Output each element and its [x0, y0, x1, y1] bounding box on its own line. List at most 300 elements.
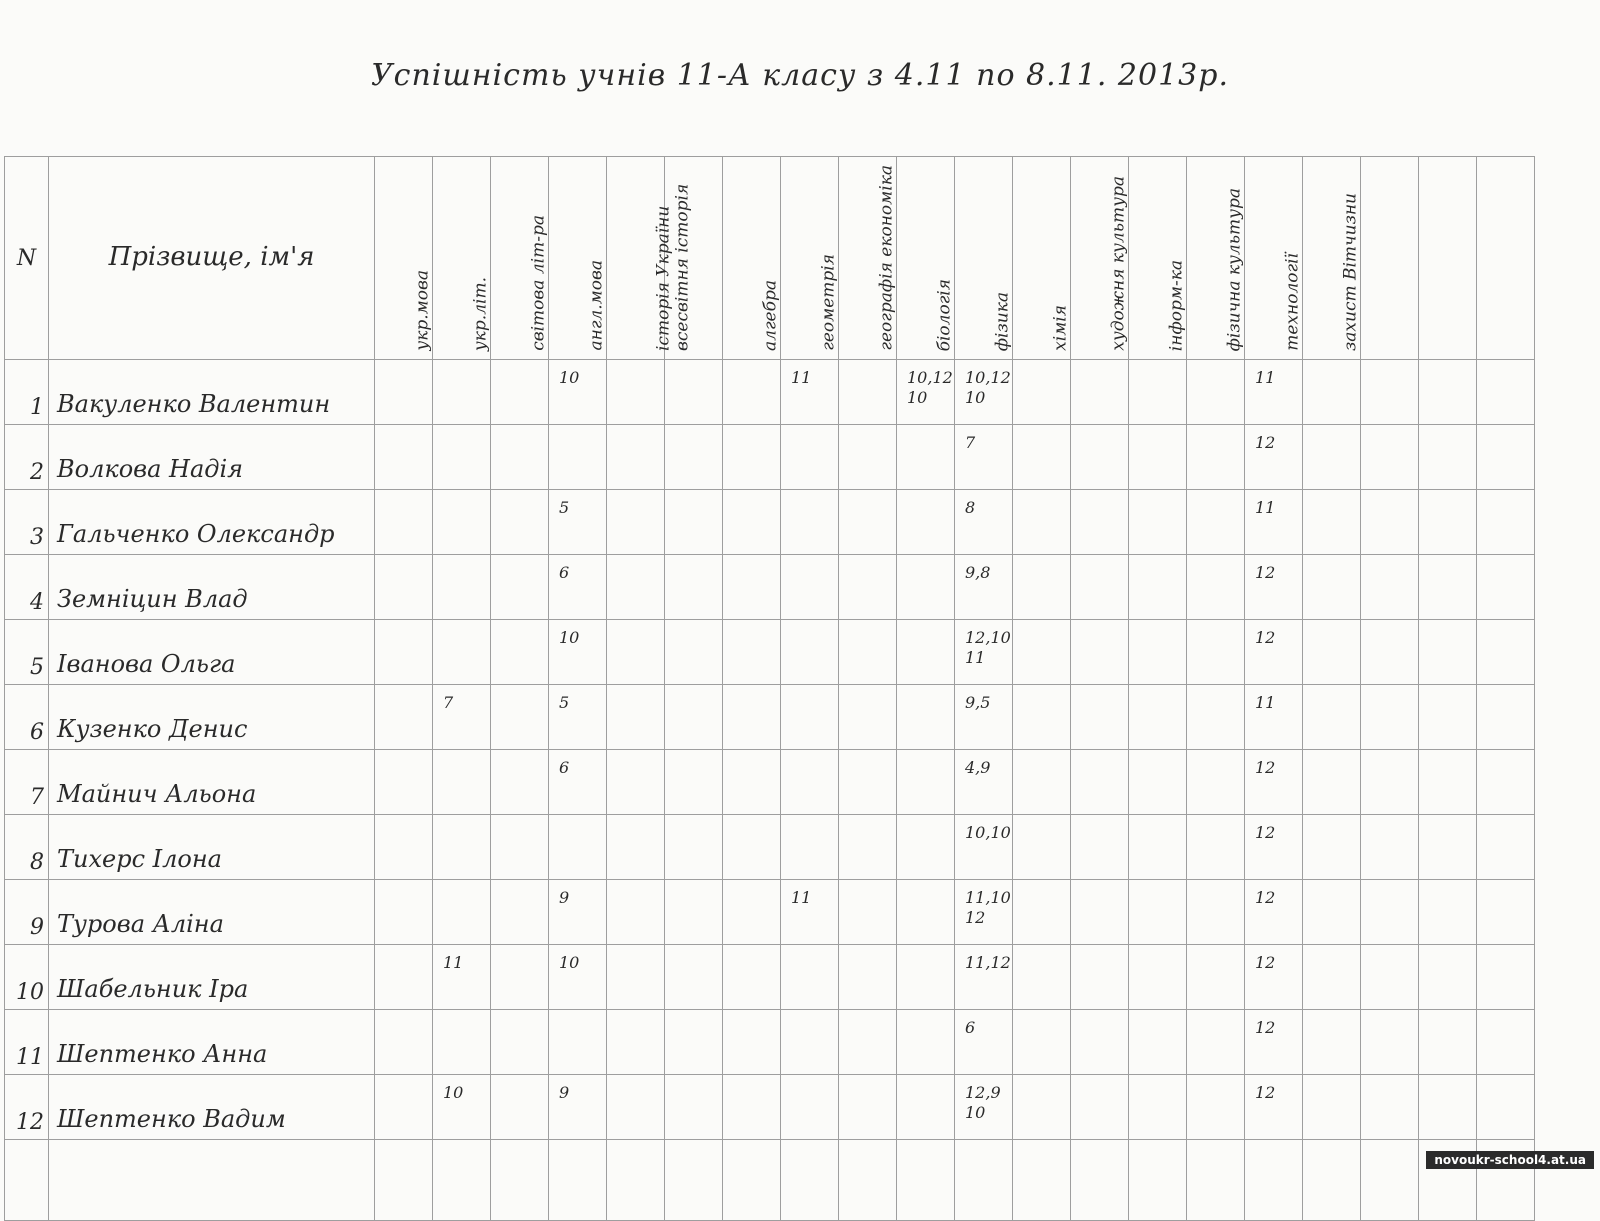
grade-cell: [1013, 1010, 1071, 1075]
grade-cell: [1129, 945, 1187, 1010]
grade-cell: [433, 620, 491, 685]
grade-cell: [1129, 1010, 1187, 1075]
grade-cell: [1071, 880, 1129, 945]
row-number: 4: [5, 555, 49, 620]
grade-cell: [433, 555, 491, 620]
grade-cell: [723, 1010, 781, 1075]
grade-cell: [723, 880, 781, 945]
grade-cell: [1187, 425, 1245, 490]
grade-cell: [1419, 815, 1477, 880]
grade-cell: [375, 945, 433, 1010]
grade-cell: [375, 490, 433, 555]
grade-cell: [491, 1010, 549, 1075]
grade-cell: 7: [433, 685, 491, 750]
student-name: Майнич Альона: [49, 750, 375, 815]
grade-cell: [1419, 1010, 1477, 1075]
subject-label: біологія: [933, 278, 954, 351]
grade-cell: [1303, 945, 1361, 1010]
grade-cell: [1013, 750, 1071, 815]
header-row: [5, 157, 1535, 360]
column-header-subject: [433, 157, 491, 360]
subject-label: захист Вітчизни: [1339, 193, 1360, 351]
grade-cell: [1013, 880, 1071, 945]
grade-cell: [839, 490, 897, 555]
grade-cell: [897, 1010, 955, 1075]
grade-cell: 12: [1245, 880, 1303, 945]
grade-cell: [1477, 750, 1535, 815]
student-name: Шабельник Іра: [49, 945, 375, 1010]
grade-cell: [1303, 425, 1361, 490]
grade-cell: 10: [549, 360, 607, 425]
grade-cell: [723, 750, 781, 815]
row-number: 12: [5, 1075, 49, 1140]
grade-cell: 11,10 12: [955, 880, 1013, 945]
grade-cell: [607, 555, 665, 620]
column-header-subject: [549, 157, 607, 360]
row-number: 9: [5, 880, 49, 945]
subject-label: фізика: [991, 291, 1012, 351]
row-number: 2: [5, 425, 49, 490]
grade-cell: [375, 360, 433, 425]
empty-cell: [839, 1140, 897, 1221]
grade-cell: [1071, 815, 1129, 880]
column-header-subject: [665, 157, 723, 360]
grade-cell: [375, 425, 433, 490]
grade-cell: [1187, 1075, 1245, 1140]
grade-cell: [839, 685, 897, 750]
grade-cell: 8: [955, 490, 1013, 555]
grade-cell: 10: [549, 945, 607, 1010]
grade-cell: [607, 750, 665, 815]
grade-cell: [1361, 750, 1419, 815]
table-row: [5, 620, 1535, 685]
grade-cell: [491, 360, 549, 425]
grade-cell: [1129, 685, 1187, 750]
grade-cell: [839, 360, 897, 425]
grade-cell: [897, 1075, 955, 1140]
grade-cell: [607, 490, 665, 555]
grade-cell: [433, 815, 491, 880]
grade-cell: [665, 685, 723, 750]
grade-cell: [607, 945, 665, 1010]
grade-cell: [781, 685, 839, 750]
grade-cell: 11: [781, 880, 839, 945]
column-header-subject: [839, 157, 897, 360]
grade-cell: 6: [955, 1010, 1013, 1075]
grade-cell: [1187, 620, 1245, 685]
grade-cell: [781, 490, 839, 555]
grade-cell: [665, 360, 723, 425]
grade-cell: [1419, 620, 1477, 685]
grade-cell: [1477, 685, 1535, 750]
row-number: 8: [5, 815, 49, 880]
grade-cell: [491, 750, 549, 815]
grade-cell: [375, 555, 433, 620]
grade-cell: [1419, 490, 1477, 555]
grade-cell: [1071, 1010, 1129, 1075]
grade-cell: [491, 620, 549, 685]
grade-cell: [375, 815, 433, 880]
grade-cell: [1419, 425, 1477, 490]
subject-label: технології: [1281, 253, 1302, 351]
grade-cell: [375, 1010, 433, 1075]
grade-cell: [1187, 1010, 1245, 1075]
grade-cell: [839, 880, 897, 945]
grade-cell: [839, 620, 897, 685]
grade-cell: [1361, 425, 1419, 490]
grade-cell: 10: [433, 1075, 491, 1140]
grade-cell: [1477, 880, 1535, 945]
grade-cell: 10: [549, 620, 607, 685]
grade-cell: 11,12: [955, 945, 1013, 1010]
grade-cell: [723, 1075, 781, 1140]
grade-cell: [1129, 555, 1187, 620]
grade-cell: [1477, 555, 1535, 620]
grade-cell: 9: [549, 880, 607, 945]
table-row: [5, 880, 1535, 945]
subject-label: фізична культура: [1223, 187, 1244, 351]
grade-cell: [433, 750, 491, 815]
grade-cell: [1071, 685, 1129, 750]
student-name: Гальченко Олександр: [49, 490, 375, 555]
grade-cell: [1187, 360, 1245, 425]
empty-cell: [549, 1140, 607, 1221]
grade-cell: [491, 815, 549, 880]
grade-cell: [607, 685, 665, 750]
grade-cell: [1361, 555, 1419, 620]
grades-table: [4, 156, 1535, 1221]
grade-cell: [433, 880, 491, 945]
grade-cell: [1419, 360, 1477, 425]
column-header-subject: [607, 157, 692, 360]
grade-cell: [1361, 1010, 1419, 1075]
grade-cell: [433, 1010, 491, 1075]
grade-cell: 6: [549, 555, 607, 620]
grade-cell: [723, 360, 781, 425]
table-row: [5, 750, 1535, 815]
grade-cell: [1361, 685, 1419, 750]
grade-cell: [781, 945, 839, 1010]
grade-cell: [491, 880, 549, 945]
grade-cell: [1129, 1075, 1187, 1140]
grade-cell: [1071, 750, 1129, 815]
grade-cell: [723, 555, 781, 620]
column-header-subject: [1187, 157, 1245, 360]
column-header-subject: [1013, 157, 1071, 360]
grade-cell: 12: [1245, 815, 1303, 880]
subject-label: інформ-ка: [1165, 259, 1186, 351]
column-header-number: N: [5, 157, 49, 360]
grade-cell: [665, 945, 723, 1010]
grade-cell: [1071, 425, 1129, 490]
grade-cell: [607, 620, 665, 685]
row-number: 11: [5, 1010, 49, 1075]
grade-cell: [1013, 490, 1071, 555]
grade-cell: [665, 750, 723, 815]
column-header-subject: [955, 157, 1013, 360]
grade-cell: [781, 620, 839, 685]
grade-cell: [1187, 880, 1245, 945]
grade-cell: [1419, 945, 1477, 1010]
grade-cell: [781, 1010, 839, 1075]
empty-cell: [781, 1140, 839, 1221]
grade-cell: 9,5: [955, 685, 1013, 750]
grade-cell: [1303, 685, 1361, 750]
grade-cell: 10,10: [955, 815, 1013, 880]
grade-cell: [1187, 945, 1245, 1010]
grade-cell: [1477, 425, 1535, 490]
grade-cell: [1013, 945, 1071, 1010]
grade-cell: [1071, 620, 1129, 685]
grade-cell: 12: [1245, 945, 1303, 1010]
empty-row: [5, 1140, 1535, 1221]
grade-cell: [549, 815, 607, 880]
grade-cell: [1477, 1075, 1535, 1140]
grade-cell: [1303, 1075, 1361, 1140]
grade-cell: [781, 750, 839, 815]
grade-cell: 10,12 10: [897, 360, 955, 425]
grade-cell: [607, 880, 665, 945]
grade-cell: [1071, 555, 1129, 620]
empty-cell: [49, 1140, 375, 1221]
grade-cell: [897, 685, 955, 750]
row-number: 1: [5, 360, 49, 425]
empty-cell: [1245, 1140, 1303, 1221]
grade-cell: [839, 425, 897, 490]
grade-cell: [781, 555, 839, 620]
grade-cell: [491, 425, 549, 490]
grade-cell: [839, 750, 897, 815]
student-name: Шептенко Анна: [49, 1010, 375, 1075]
grade-cell: [839, 815, 897, 880]
column-header-subject: [897, 157, 955, 360]
grade-cell: [897, 555, 955, 620]
grade-cell: [723, 620, 781, 685]
grade-cell: 12: [1245, 1075, 1303, 1140]
grade-cell: 12: [1245, 620, 1303, 685]
subject-label: укр.літ.: [469, 276, 490, 351]
grade-cell: [433, 490, 491, 555]
grade-cell: [491, 555, 549, 620]
grade-cell: [723, 490, 781, 555]
grade-cell: [665, 880, 723, 945]
grade-cell: [723, 425, 781, 490]
grade-cell: [1129, 360, 1187, 425]
grade-cell: [1303, 555, 1361, 620]
grade-cell: [897, 490, 955, 555]
row-number: 7: [5, 750, 49, 815]
grade-cell: [839, 945, 897, 1010]
grade-cell: [375, 880, 433, 945]
grade-cell: [1013, 425, 1071, 490]
grade-cell: [1013, 620, 1071, 685]
student-name: Волкова Надія: [49, 425, 375, 490]
table-row: [5, 685, 1535, 750]
grade-cell: [781, 1075, 839, 1140]
grade-cell: [665, 815, 723, 880]
grade-cell: [1071, 490, 1129, 555]
empty-cell: [1361, 1140, 1419, 1221]
column-header-subject: [723, 157, 781, 360]
watermark: novoukr-school4.at.ua: [1426, 1151, 1594, 1169]
grade-cell: [723, 685, 781, 750]
grade-cell: [1361, 490, 1419, 555]
table-row: [5, 1075, 1535, 1140]
column-header-subject: [1361, 157, 1419, 360]
grade-cell: [1129, 425, 1187, 490]
grade-cell: [1129, 815, 1187, 880]
subject-label: англ.мова: [585, 260, 606, 351]
grade-cell: [1071, 360, 1129, 425]
student-name: Шептенко Вадим: [49, 1075, 375, 1140]
grade-cell: [1303, 750, 1361, 815]
grade-cell: [1361, 360, 1419, 425]
grade-cell: 12: [1245, 750, 1303, 815]
grade-cell: 4,9: [955, 750, 1013, 815]
grade-cell: 9,8: [955, 555, 1013, 620]
grade-cell: [491, 945, 549, 1010]
grade-cell: 11: [1245, 490, 1303, 555]
grade-cell: [1129, 620, 1187, 685]
subject-label: художня культура: [1107, 176, 1128, 351]
grade-cell: [781, 815, 839, 880]
student-name: Іванова Ольга: [49, 620, 375, 685]
grade-cell: [1477, 945, 1535, 1010]
student-rows: [5, 360, 1535, 1221]
grade-cell: 7: [955, 425, 1013, 490]
subject-label: укр.мова: [411, 270, 432, 351]
subject-label: хімія: [1049, 305, 1070, 351]
student-name: Земніцин Влад: [49, 555, 375, 620]
empty-cell: [607, 1140, 665, 1221]
empty-cell: [665, 1140, 723, 1221]
grade-cell: [549, 1010, 607, 1075]
grade-cell: [1303, 360, 1361, 425]
grade-cell: [1303, 620, 1361, 685]
grade-cell: [1477, 620, 1535, 685]
grade-cell: [1129, 880, 1187, 945]
grade-cell: [897, 945, 955, 1010]
grade-cell: [1303, 490, 1361, 555]
grade-cell: [665, 620, 723, 685]
column-header-subject: [375, 157, 433, 360]
grade-cell: [665, 425, 723, 490]
grade-cell: [839, 1075, 897, 1140]
grade-cell: 11: [1245, 360, 1303, 425]
grade-cell: [665, 555, 723, 620]
grade-cell: [1013, 360, 1071, 425]
grade-cell: 12,9 10: [955, 1075, 1013, 1140]
grade-cell: [491, 1075, 549, 1140]
grade-cell: [1361, 945, 1419, 1010]
subject-label: географія економіка: [875, 165, 896, 351]
grade-cell: [1419, 880, 1477, 945]
grade-cell: [1303, 1010, 1361, 1075]
grade-cell: [1187, 685, 1245, 750]
grade-cell: [433, 360, 491, 425]
grade-cell: [1187, 555, 1245, 620]
grade-cell: 12: [1245, 555, 1303, 620]
empty-cell: [897, 1140, 955, 1221]
column-header-subject: [1245, 157, 1303, 360]
subject-label: алгебра: [759, 279, 780, 351]
grade-cell: [839, 555, 897, 620]
page-title: Успішність учнів 11-А класу з 4.11 по 8.11. 2013р.: [370, 58, 1230, 93]
grade-cell: [897, 815, 955, 880]
empty-cell: [1187, 1140, 1245, 1221]
grade-cell: 9: [549, 1075, 607, 1140]
column-header-subject: [1129, 157, 1187, 360]
grade-cell: [897, 425, 955, 490]
grade-cell: [665, 1075, 723, 1140]
column-header-subject: [1419, 157, 1477, 360]
grade-cell: [665, 490, 723, 555]
grade-cell: 12: [1245, 1010, 1303, 1075]
table-row: [5, 945, 1535, 1010]
grade-cell: [781, 425, 839, 490]
grade-cell: [1129, 750, 1187, 815]
student-name: Турова Аліна: [49, 880, 375, 945]
empty-cell: [723, 1140, 781, 1221]
grade-cell: [897, 620, 955, 685]
column-header-name: Прізвище, ім'я: [49, 157, 375, 360]
grade-cell: [665, 1010, 723, 1075]
grade-cell: [1477, 815, 1535, 880]
grade-cell: [375, 685, 433, 750]
grade-cell: [549, 425, 607, 490]
grade-cell: 11: [1245, 685, 1303, 750]
grade-cell: [1303, 880, 1361, 945]
row-number: 10: [5, 945, 49, 1010]
grade-cell: [607, 815, 665, 880]
empty-cell: [433, 1140, 491, 1221]
grade-cell: [1013, 815, 1071, 880]
empty-cell: [491, 1140, 549, 1221]
empty-cell: [375, 1140, 433, 1221]
grade-cell: [607, 425, 665, 490]
grade-cell: [1187, 490, 1245, 555]
grade-cell: [1187, 815, 1245, 880]
column-header-subject: [1477, 157, 1535, 360]
grade-cell: [1187, 750, 1245, 815]
row-number: 5: [5, 620, 49, 685]
grade-cell: [839, 1010, 897, 1075]
table-row: [5, 1010, 1535, 1075]
grade-cell: [723, 815, 781, 880]
grade-cell: [491, 490, 549, 555]
grade-cell: [1071, 1075, 1129, 1140]
grade-cell: [1477, 490, 1535, 555]
grade-cell: [607, 1010, 665, 1075]
table-row: [5, 425, 1535, 490]
grade-cell: [1477, 1010, 1535, 1075]
grade-cell: [375, 750, 433, 815]
grade-cell: 10,12 10: [955, 360, 1013, 425]
table-row: [5, 490, 1535, 555]
grade-cell: 11: [433, 945, 491, 1010]
column-header-subject: [1071, 157, 1129, 360]
grade-cell: 11: [781, 360, 839, 425]
subject-label: світова літ-ра: [527, 215, 548, 351]
grade-cell: [1419, 750, 1477, 815]
subject-label: геометрія: [817, 254, 838, 351]
grade-cell: [1419, 1075, 1477, 1140]
column-header-subject: [491, 157, 549, 360]
empty-cell: [1071, 1140, 1129, 1221]
grade-cell: [1129, 490, 1187, 555]
grade-cell: [433, 425, 491, 490]
grade-cell: [1361, 815, 1419, 880]
